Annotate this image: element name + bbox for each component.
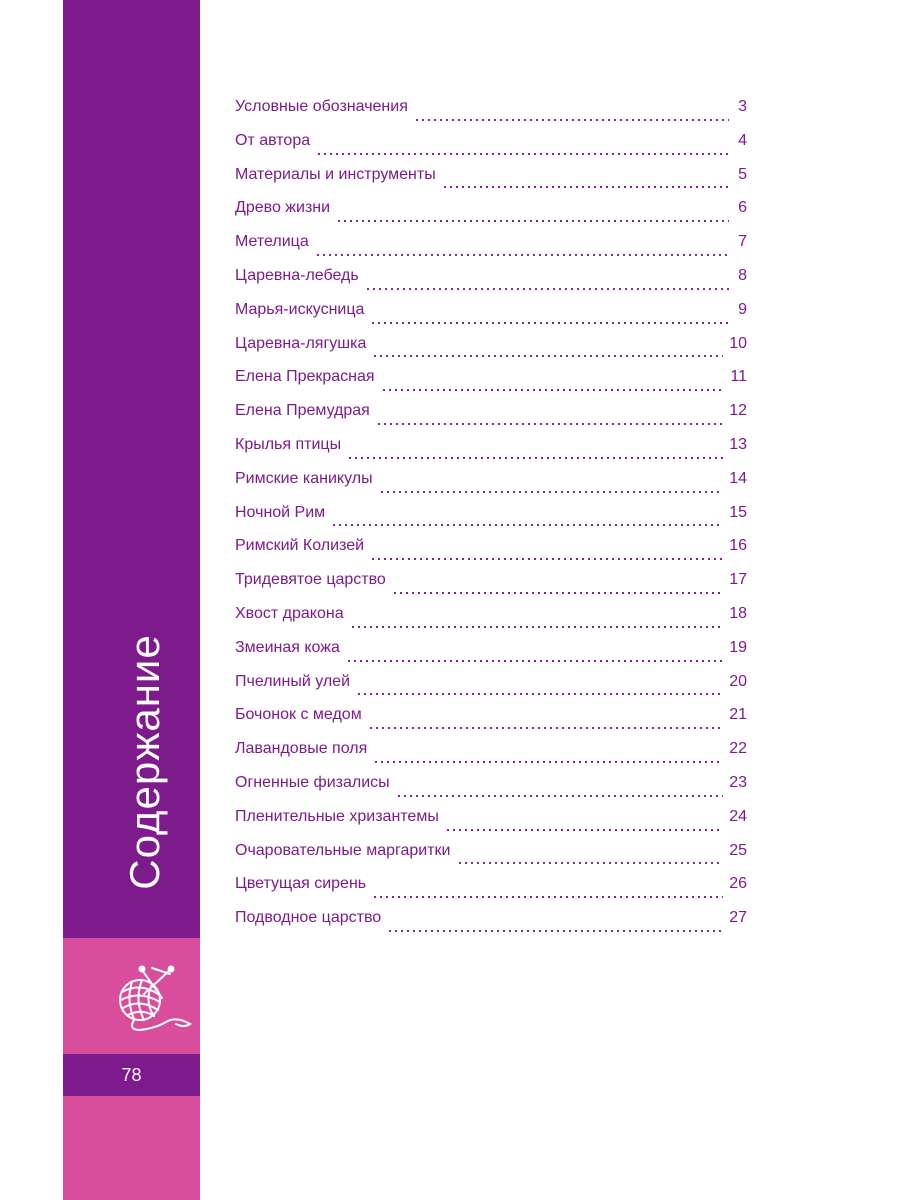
toc-entry[interactable] <box>235 402 747 436</box>
toc-entry[interactable] <box>235 673 747 707</box>
toc-entry-page: 11 <box>730 368 747 386</box>
toc-entry-page: 12 <box>729 402 747 420</box>
toc-dot-leader <box>379 491 724 493</box>
toc-entry[interactable] <box>235 808 747 842</box>
toc-entry-page: 3 <box>738 98 747 115</box>
toc-entry[interactable] <box>235 301 747 335</box>
toc-entry-title: Елена Премудрая <box>235 402 370 420</box>
toc-entry-title: Огненные физалисы <box>235 773 390 791</box>
sidebar-pink-footer <box>63 1096 200 1200</box>
table-of-contents <box>235 98 747 943</box>
toc-entry[interactable] <box>235 166 747 200</box>
toc-dot-leader <box>396 795 724 797</box>
toc-entry-title: Условные обозначения <box>235 98 408 115</box>
section-title: Содержание <box>121 634 168 890</box>
toc-entry-title: Материалы и инструменты <box>235 165 436 183</box>
toc-entry-title: Метелица <box>235 233 309 251</box>
toc-entry[interactable] <box>235 267 747 301</box>
toc-entry-page: 9 <box>738 300 747 318</box>
toc-entry-page: 14 <box>729 469 747 487</box>
toc-entry-title: Царевна-лягушка <box>235 334 367 352</box>
toc-entry[interactable] <box>235 875 747 909</box>
toc-entry-title: Пленительные хризантемы <box>235 807 439 825</box>
toc-entry[interactable] <box>235 132 747 166</box>
page-number: 78 <box>121 1065 142 1085</box>
toc-entry[interactable] <box>235 436 747 470</box>
toc-entry-title: Римские каникулы <box>235 469 373 487</box>
toc-entry-page: 13 <box>729 435 747 453</box>
toc-entry-page: 6 <box>738 199 747 217</box>
toc-entry-title: Царевна-лебедь <box>235 266 359 284</box>
toc-entry-title: Крылья птицы <box>235 435 342 453</box>
toc-entry[interactable] <box>235 571 747 605</box>
toc-entry[interactable] <box>235 537 747 571</box>
toc-entry-page: 26 <box>729 875 747 893</box>
toc-dot-leader <box>347 457 723 459</box>
toc-entry-title: Цветущая сирень <box>235 875 367 893</box>
toc-entry-page: 16 <box>729 537 747 555</box>
toc-dot-leader <box>387 930 723 932</box>
toc-dot-leader <box>381 389 725 391</box>
toc-entry-title: Хвост дракона <box>235 604 344 622</box>
toc-entry-page: 10 <box>729 334 747 352</box>
toc-entry-title: От автора <box>235 131 311 149</box>
toc-dot-leader <box>370 322 729 324</box>
toc-dot-leader <box>370 558 723 560</box>
toc-entry-title: Римский Колизей <box>235 537 365 555</box>
toc-dot-leader <box>376 423 723 425</box>
yarn-ball-knitting-needles-icon <box>104 964 192 1036</box>
toc-entry-title: Бочонок с медом <box>235 706 362 724</box>
toc-entry-title: Подводное царство <box>235 909 382 927</box>
toc-entry[interactable] <box>235 842 747 876</box>
toc-entry-page: 4 <box>738 131 747 149</box>
toc-entry[interactable] <box>235 98 747 132</box>
toc-entry-title: Древо жизни <box>235 199 331 217</box>
toc-entry-page: 5 <box>738 165 747 183</box>
toc-dot-leader <box>445 829 723 831</box>
toc-entry[interactable] <box>235 774 747 808</box>
toc-dot-leader <box>457 862 724 864</box>
toc-entry-title: Змеиная кожа <box>235 638 340 656</box>
toc-entry-title: Марья-искусница <box>235 300 365 318</box>
toc-entry-page: 25 <box>729 841 747 859</box>
toc-entry[interactable] <box>235 368 747 402</box>
toc-entry-page: 17 <box>729 571 747 589</box>
toc-dot-leader <box>346 660 723 662</box>
toc-entry[interactable] <box>235 639 747 673</box>
toc-entry-page: 19 <box>729 638 747 656</box>
toc-dot-leader <box>392 592 723 594</box>
toc-dot-leader <box>368 727 724 729</box>
toc-entry-page: 27 <box>729 909 747 927</box>
toc-entry-page: 23 <box>729 773 747 791</box>
toc-entry[interactable] <box>235 470 747 504</box>
toc-entry[interactable] <box>235 706 747 740</box>
toc-entry[interactable] <box>235 504 747 538</box>
toc-entry-page: 20 <box>729 672 747 690</box>
toc-entry-title: Лавандовые поля <box>235 740 368 758</box>
toc-entry-title: Елена Прекрасная <box>235 368 375 386</box>
toc-dot-leader <box>350 626 724 628</box>
toc-dot-leader <box>316 153 729 155</box>
toc-dot-leader <box>373 761 723 763</box>
toc-dot-leader <box>356 693 723 695</box>
toc-dot-leader <box>414 119 729 121</box>
toc-dot-leader <box>365 288 729 290</box>
toc-entry-page: 7 <box>738 233 747 251</box>
toc-entry[interactable] <box>235 199 747 233</box>
toc-entry[interactable] <box>235 909 747 943</box>
toc-entry-title: Тридевятое царство <box>235 571 386 589</box>
toc-dot-leader <box>331 524 723 526</box>
toc-entry-page: 15 <box>729 503 747 521</box>
toc-entry-page: 21 <box>729 706 747 724</box>
toc-dot-leader <box>442 186 729 188</box>
toc-entry-page: 8 <box>738 266 747 284</box>
toc-dot-leader <box>372 355 723 357</box>
toc-entry-title: Пчелиный улей <box>235 672 351 690</box>
toc-dot-leader <box>336 220 729 222</box>
toc-dot-leader <box>315 254 729 256</box>
toc-entry[interactable] <box>235 605 747 639</box>
toc-entry-page: 18 <box>729 604 747 622</box>
toc-entry[interactable] <box>235 335 747 369</box>
toc-entry-title: Ночной Рим <box>235 503 326 521</box>
toc-entry-page: 24 <box>729 807 747 825</box>
toc-dot-leader <box>372 896 723 898</box>
toc-entry-title: Очаровательные маргаритки <box>235 841 451 859</box>
toc-entry[interactable] <box>235 233 747 267</box>
toc-entry-page: 22 <box>729 740 747 758</box>
toc-entry[interactable] <box>235 740 747 774</box>
